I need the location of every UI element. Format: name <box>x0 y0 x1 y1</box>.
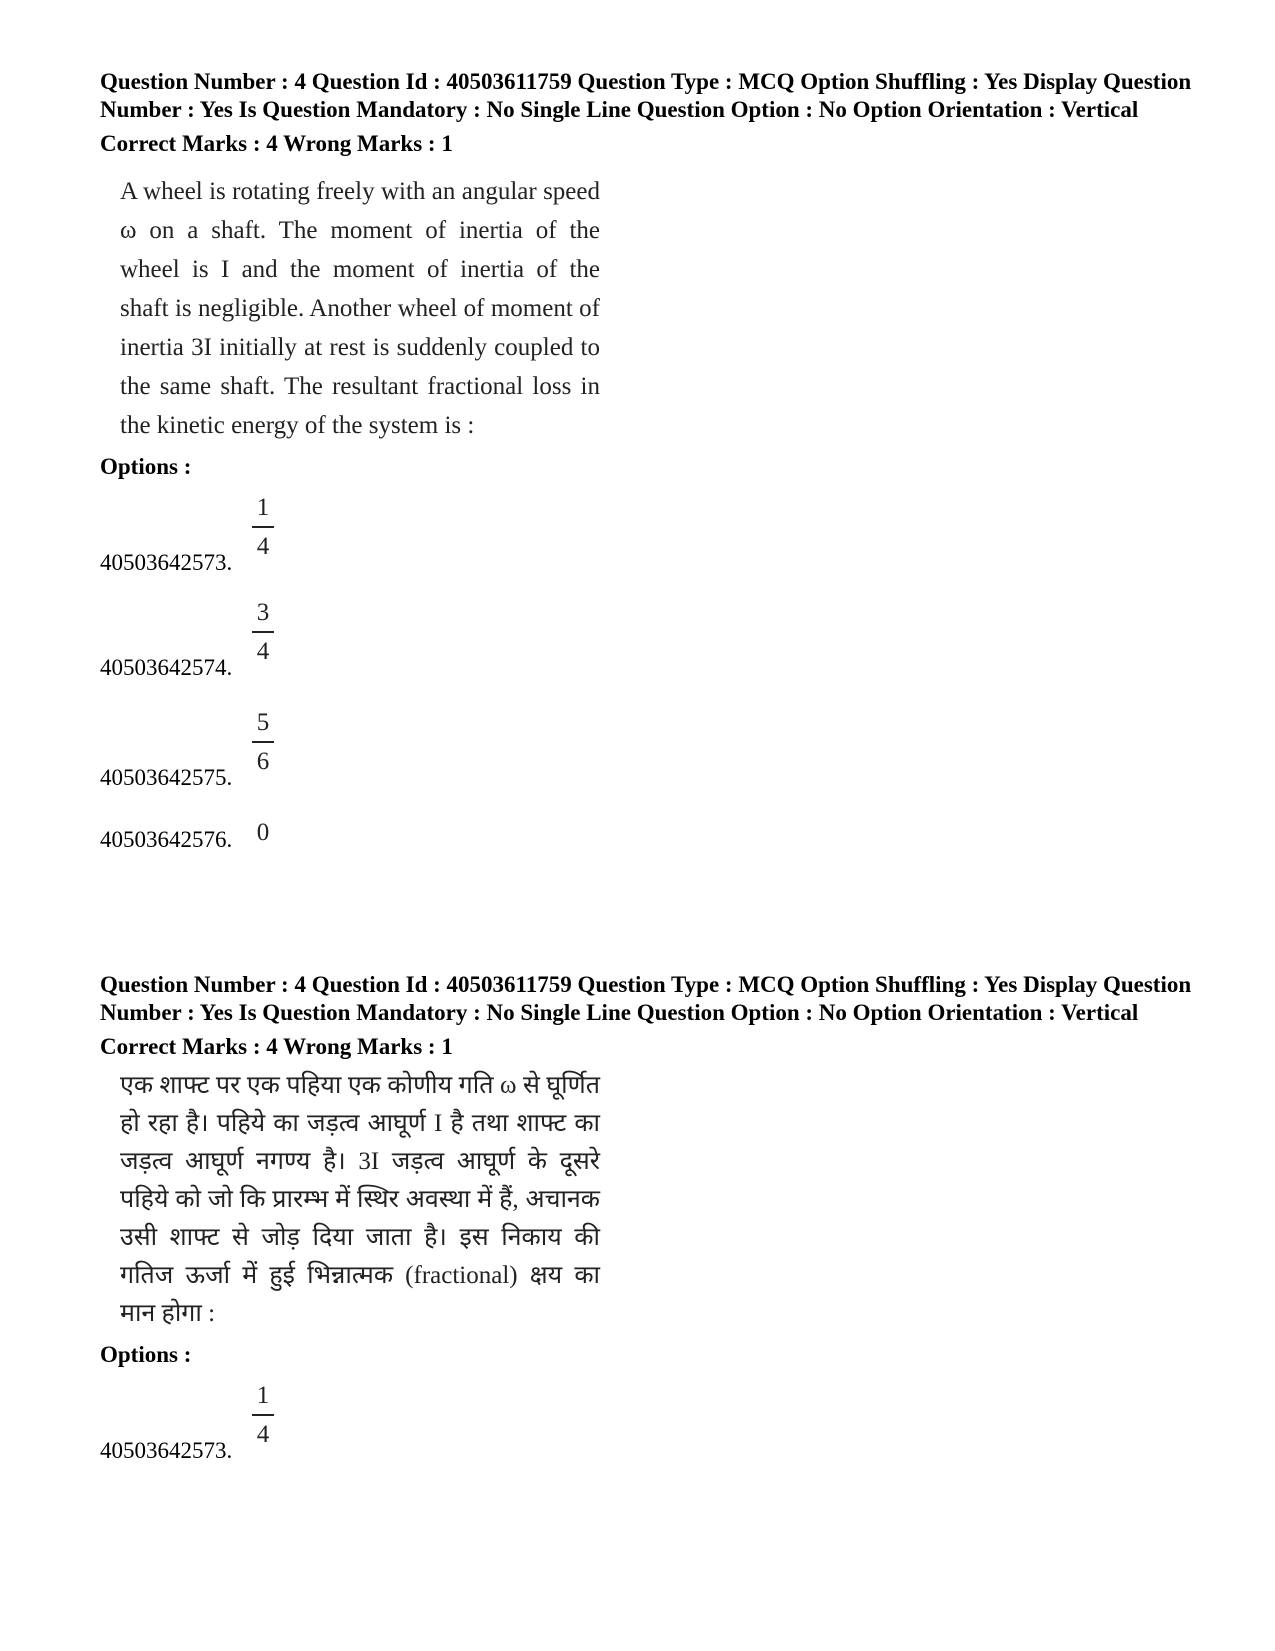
option-fraction <box>252 708 274 777</box>
option-value: 0 <box>256 819 270 846</box>
option-fraction <box>252 598 274 667</box>
question-block-english <box>100 68 1200 862</box>
fraction-bar <box>252 526 274 528</box>
option-item <box>100 590 1200 690</box>
option-id: 40503642575. <box>100 765 233 790</box>
fraction-bar <box>252 631 274 633</box>
option-fraction <box>252 1381 274 1450</box>
question-text: A wheel is rotating freely with an angular speed ω on a shaft. The moment of inertia of the wheel is I and the moment of inertia of the shaft is negligible. Another wheel of moment of inertia 3I initially at rest is suddenly coupled to the same shaft. The resultant fractional loss in the kinetic energy of the system is : <box>120 178 600 439</box>
question-meta: Question Number : 4 Question Id : 40503611759 Question Type : MCQ Option Shuffling : Yes Display Question Number : Yes Is Question Mandatory : No Single Line Question Option : No Option Orientation : Vertical <box>100 972 1192 1025</box>
question-marks: Correct Marks : 4 Wrong Marks : 1 <box>100 131 453 156</box>
fraction-bar <box>252 1414 274 1416</box>
fraction-denominator: 4 <box>256 638 270 665</box>
question-meta: Question Number : 4 Question Id : 40503611759 Question Type : MCQ Option Shuffling : Yes Display Question Number : Yes Is Question Mandatory : No Single Line Question Option : No Option Orientation : Vertical <box>100 69 1192 122</box>
option-fraction <box>252 493 274 562</box>
fraction-numerator: 3 <box>256 599 270 626</box>
fraction-numerator: 1 <box>256 494 270 521</box>
fraction-denominator: 4 <box>256 533 270 560</box>
fraction-bar <box>252 741 274 743</box>
option-item <box>100 800 1200 862</box>
option-item <box>100 1373 1200 1473</box>
option-id: 40503642573. <box>100 1438 233 1463</box>
option-id: 40503642573. <box>100 550 233 575</box>
fraction-numerator: 5 <box>256 709 270 736</box>
fraction-denominator: 6 <box>256 748 270 775</box>
options-label: Options : <box>100 454 192 479</box>
option-item <box>100 700 1200 800</box>
options-label: Options : <box>100 1342 192 1367</box>
question-block-hindi <box>100 971 1200 1473</box>
option-id: 40503642574. <box>100 655 233 680</box>
fraction-numerator: 1 <box>256 1382 270 1409</box>
question-text: एक शाफ्ट पर एक पहिया एक कोणीय गति ω से घूर्णित हो रहा है। पहिये का जड़त्व आघूर्ण I है तथा शाफ्ट का जड़त्व आघूर्ण नगण्य है। 3I जड़त्व आघूर्ण के दूसरे पहिये को जो कि प्रारम्भ में स्थिर अवस्था में हैं, अचानक उसी शाफ्ट से जोड़ दिया जाता है। इस निकाय की गतिज ऊर्जा में हुई भिन्नात्मक (fractional) क्षय का मान होगा : <box>120 1072 600 1327</box>
question-marks: Correct Marks : 4 Wrong Marks : 1 <box>100 1034 453 1059</box>
option-id: 40503642576. <box>100 827 233 852</box>
fraction-denominator: 4 <box>256 1421 270 1448</box>
option-item <box>100 485 1200 585</box>
